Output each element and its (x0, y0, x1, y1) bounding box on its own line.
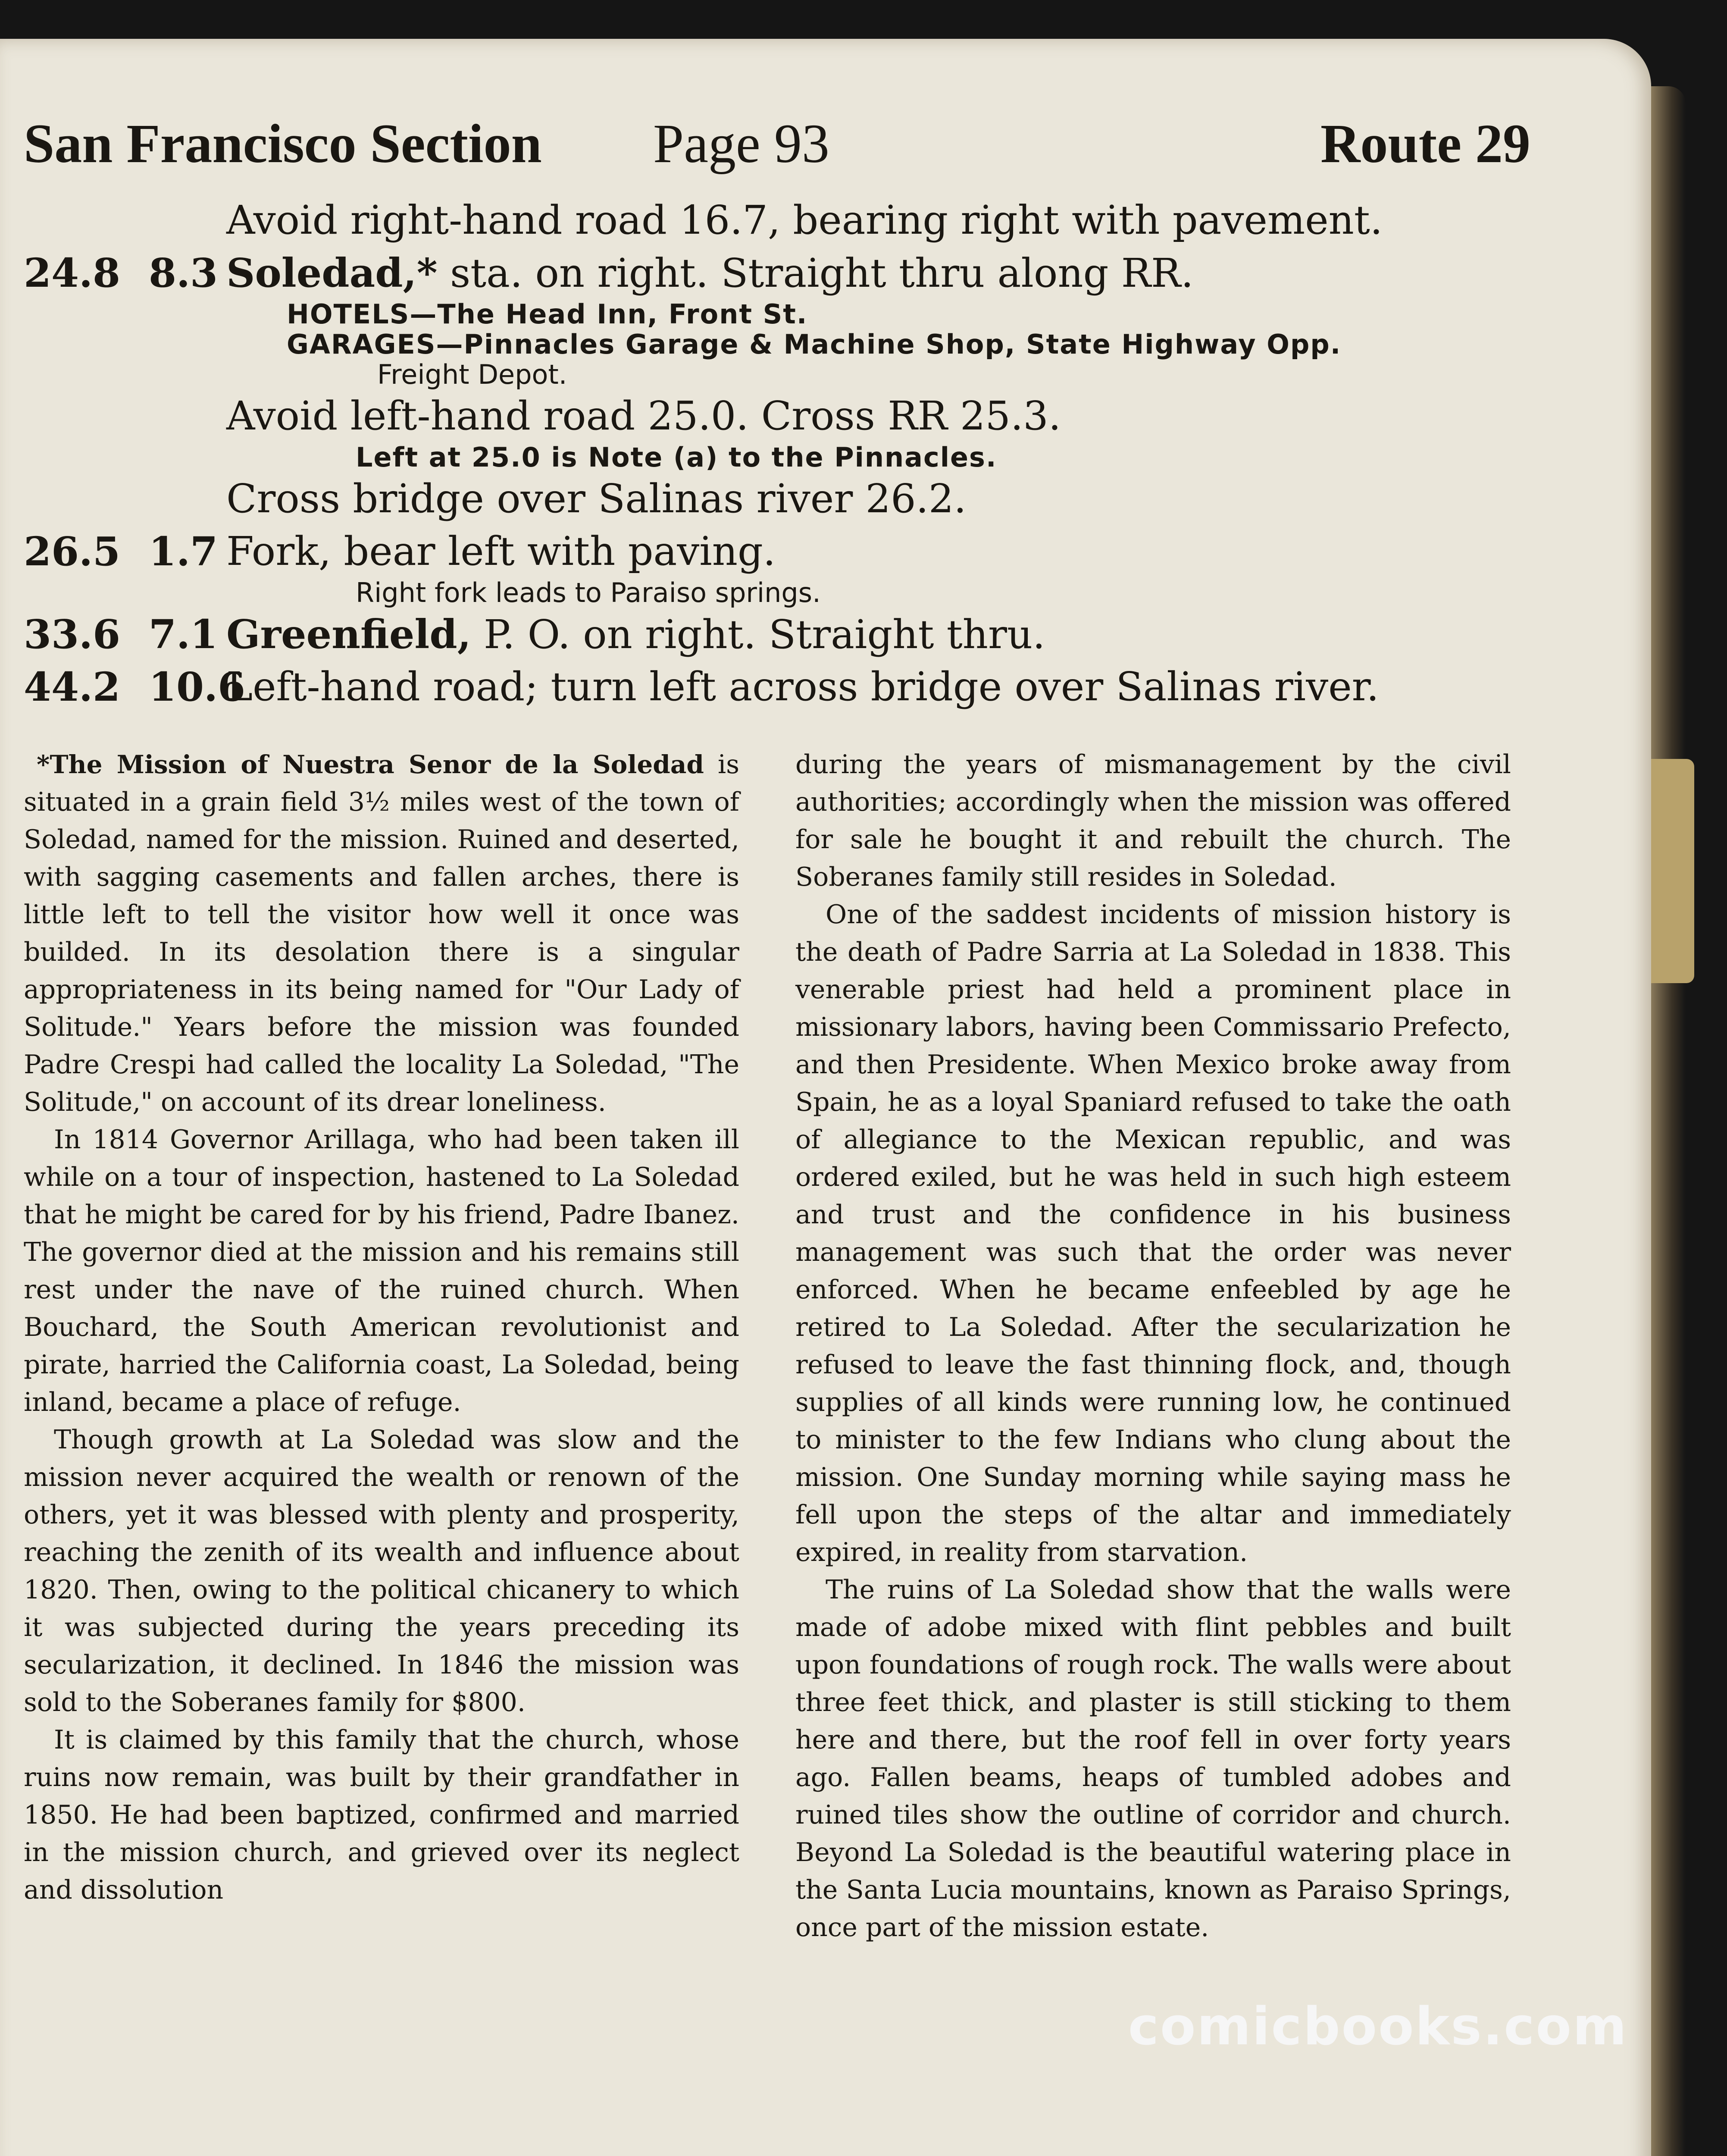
mileage-total: 26.5 (24, 528, 121, 575)
mileage-total: 33.6 (24, 611, 121, 658)
route-number: Route 29 (1320, 113, 1530, 174)
route-text (226, 247, 1194, 300)
route-direction: P. O. on right. Straight thru. (471, 611, 1045, 658)
paraiso-note: Right fork leads to Paraiso springs. (356, 577, 821, 608)
mileage-total: 24.8 (24, 250, 121, 296)
article-column-right (795, 746, 1511, 1946)
route-line (24, 390, 1533, 442)
route-line (24, 247, 1533, 299)
paragraph: One of the saddest incidents of mission history is the death of Padre Sarria at La Soledad in 1838. This venerable priest had held a prominent place in missionary labors, having been Commissario Prefecto, and then Presidente. When Mexico broke away from Spain, he as a loyal Spaniard refused to take the oath of allegiance to the Mexican republic, and was ordered exiled, but he was held in such high esteem and trust and the confidence in his business management was such that the order was never enforced. When he became enfeebled by age he retired to La Soledad. After the secularization he refused to leave the fast thinning flock, and, though supplies of all kinds were running low, he continued to minister to the few Indians who clung about the mission. One Sunday morning while saying mass he fell upon the steps of the altar and immediately expired, in reality from starvation. (795, 899, 1511, 1567)
paragraph: It is claimed by this family that the church, whose ruins now remain, was built by their grandfather in 1850. He had been baptized, confirmed and married in the mission church, and grieved over its neglect and dissolution (24, 1725, 739, 1905)
paragraph: during the years of mismanagement by the civil authorities; accordingly when the mission was offered for sale he bought it and rebuilt the church. The Soberanes family still resides in Soledad. (795, 749, 1511, 892)
paragraph: The ruins of La Soledad show that the walls were made of adobe mixed with flint pebbles and built upon foundations of rough rock. The walls were about three feet thick, and plaster is still sticking to them here and there, but the roof fell in over forty years ago. Fallen beams, heaps of tumbled adobes and ruined tiles show the outline of corridor and church. Beyond La Soledad is the beautiful watering place in the Santa Lucia mountains, known as Paraiso Springs, once part of the mission estate. (795, 1575, 1511, 1943)
pinnacles-note: Left at 25.0 is Note (a) to the Pinnacles. (356, 442, 997, 473)
section-title: San Francisco Section (24, 113, 542, 174)
article-title: *The Mission of Nuestra Senor de la Soledad (37, 750, 704, 779)
route-text: Left-hand road; turn left across bridge over Salinas river. (226, 664, 1379, 710)
mileage-segment: 1.7 (149, 528, 218, 575)
garages-note-cont: Freight Depot. (377, 359, 567, 390)
route-text: Avoid left-hand road 25.0. Cross RR 25.3. (226, 393, 1061, 439)
route-text: Cross bridge over Salinas river 26.2. (226, 476, 967, 522)
hotels-note: HOTELS—The Head Inn, Front St. (287, 298, 808, 330)
mileage-segment: 8.3 (149, 250, 218, 296)
place-name: Greenfield, (226, 611, 471, 658)
paragraph-text: is situated in a grain field 3½ miles west of the town of Soledad, named for the mission. Ruined and deserted, with sagging casements and fallen arches, there is little left to tell the visitor how well it once was builded. In its desolation there is a singular appropriateness in its being named for "Our Lady of Solitude." Years before the mission was founded Padre Crespi had called the locality La Soledad, "The Solitude," on account of its drear loneliness. (24, 749, 739, 1117)
place-name: Soledad,* (226, 250, 438, 296)
route-text: Avoid right-hand road 16.7, bearing right with pavement. (226, 197, 1383, 243)
route-log (24, 194, 1533, 713)
route-line (24, 194, 1533, 247)
route-line (24, 661, 1533, 713)
page-number: Page 93 (653, 113, 829, 174)
paragraph: In 1814 Governor Arillaga, who had been taken ill while on a tour of inspection, hastened to La Soledad that he might be cared for by his friend, Padre Ibanez. The governor died at the mission and his remains still rest under the nave of the ruined church. When Bouchard, the South American revolutionist and pirate, harried the California coast, La Soledad, being inland, became a place of refuge. (24, 1125, 739, 1417)
mileage-total: 44.2 (24, 664, 121, 710)
page-header (24, 112, 1530, 177)
article (24, 746, 1511, 2156)
mileage-segment: 10.6 (149, 664, 246, 710)
route-line (24, 525, 1533, 578)
garages-note: GARAGES—Pinnacles Garage & Machine Shop, State Highway Opp. (287, 329, 1342, 360)
route-line (24, 608, 1533, 661)
article-column-left (24, 746, 739, 1909)
book-spine (1651, 86, 1686, 2156)
mileage-segment: 7.1 (149, 611, 218, 658)
route-direction: sta. on right. Straight thru along RR. (437, 250, 1194, 296)
watermark: comicbooks.com (1128, 1997, 1628, 2057)
paragraph: Though growth at La Soledad was slow and the mission never acquired the wealth or renown of the others, yet it was blessed with plenty and prosperity, reaching the zenith of its wealth and influence about 1820. Then, owing to the political chicanery to which it was subjected during the years preceding its secularization, it declined. In 1846 the mission was sold to the Soberanes family for $800. (24, 1425, 739, 1717)
paragraph (24, 746, 739, 1121)
route-text (226, 608, 1045, 661)
route-line (24, 473, 1533, 525)
page-tab (1651, 759, 1694, 983)
book-page (0, 39, 1651, 2156)
route-text: Fork, bear left with paving. (226, 528, 776, 574)
